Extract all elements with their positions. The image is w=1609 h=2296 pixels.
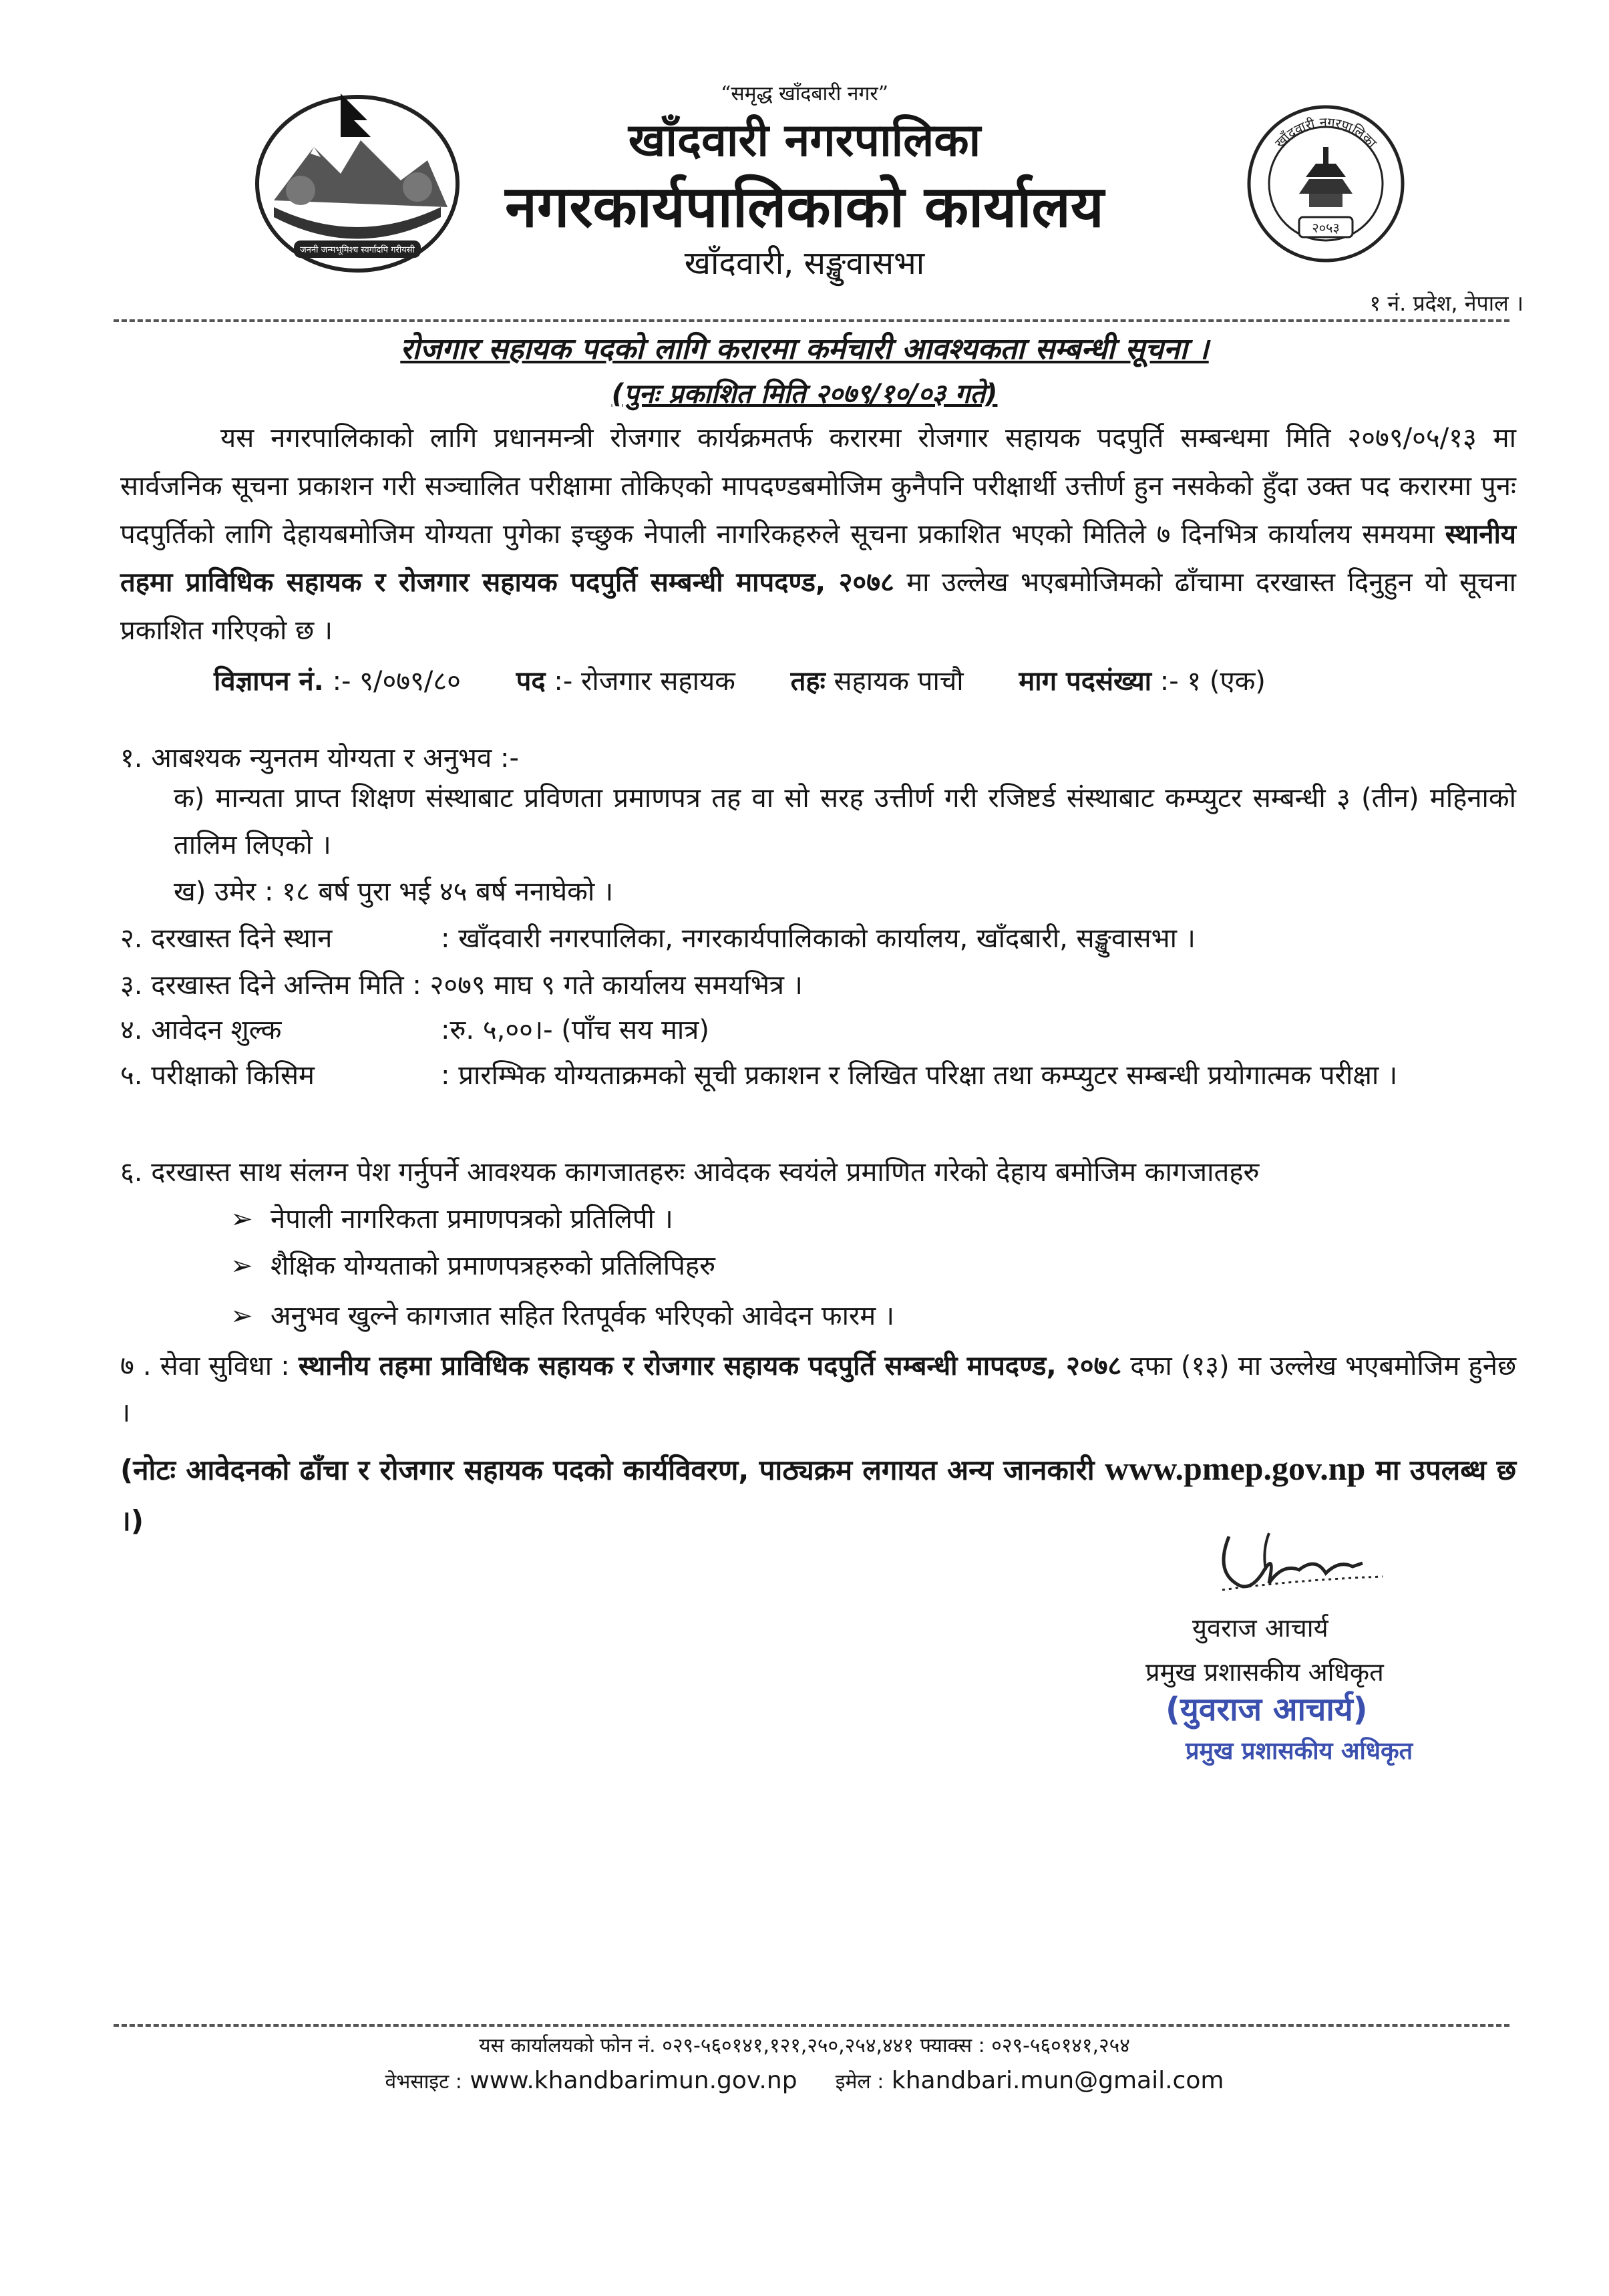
- notice-title: रोजगार सहायक पदको लागि करारमा कर्मचारी आवश्यकता सम्बन्धी सूचना ।: [400, 332, 1209, 366]
- note-paragraph: (नोटः आवेदनको ढाँचा र रोजगार सहायक पदको कार्यविवरण, पाठ्यक्रम लगायत अन्य जानकारी www.pmep.gov.np मा उपलब्ध छ ।): [120, 1450, 1517, 1537]
- document-bullet: ➢ नेपाली नागरिकता प्रमाणपत्रको प्रतिलिपी ।: [230, 1204, 673, 1235]
- signatory-designation: प्रमुख प्रशासकीय अधिकृत: [1145, 1657, 1384, 1687]
- intro-paragraph: यस नगरपालिकाको लागि प्रधानमन्त्री रोजगार कार्यक्रमतर्फ करारमा रोजगार सहायक पदपुर्ति सम्बन्धमा मिति २०७९/०५/१३ मा सार्वजनिक सूचना प्रकाशन गरी सञ्चालित परीक्षामा तोकिएको मापदण्डबमोजिम कुनैपनि परीक्षार्थी उत्तीर्ण हुन नसकेको हुँदा उक्त पद करारमा पुनः पदपुर्तिको लागि देहायबमोजिम योग्यता पुगेका इच्छुक नेपाली नागरिकहरुले सूचना प्रकाशित भएको मितिले ७ दिनभित्र कार्यालय समयमा स्थानीय तहमा प्राविधिक सहायक र रोजगार सहायक पदपुर्ति सम्बन्धी मापदण्ड, २०७८ मा उल्लेख भएबमोजिमको ढाँचामा दरखास्त दिनुहुन यो सूचना प्रकाशित गरिएको छ ।: [120, 423, 1517, 646]
- signature-mark: [1189, 1510, 1403, 1610]
- republished-date: (पुनः प्रकाशित मिति २०७९/१०/०३ गते): [611, 379, 998, 409]
- document-bullet: ➢ शैक्षिक योग्यताको प्रमाणपत्रहरुको प्रतिलिपिहरु: [230, 1251, 715, 1281]
- section-7-benefits: ७ . सेवा सुविधा : स्थानीय तहमा प्राविधिक सहायक र रोजगार सहायक पदपुर्ति सम्बन्धी मापदण्ड, २०७८ दफा (१३) मा उल्लेख भएबमोजिम हुनेछ ।: [120, 1351, 1517, 1428]
- footer-email-link[interactable]: khandbari.mun@gmail.com: [891, 2067, 1224, 2094]
- advert-info-row: विज्ञापन नं. :- ९/०७९/८० पद :- रोजगार सहायक तहः सहायक पाचौ माग पदसंख्या :- १ (एक): [214, 666, 1266, 697]
- section-4-fee: ४. आवेदन शुल्क :रु. ५,००।- (पाँच सय मात्र): [120, 1015, 709, 1045]
- arrow-bullet-icon: ➢: [230, 1251, 253, 1281]
- stamp-designation: प्रमुख प्रशासकीय अधिकृत: [1186, 1738, 1413, 1765]
- intro-bold-criteria: स्थानीय तहमा प्राविधिक सहायक र रोजगार सहायक पदपुर्ति सम्बन्धी मापदण्ड, २०७८: [120, 519, 1517, 598]
- header-divider: [114, 319, 1509, 322]
- municipality-name: खाँदवारी नगरपालिका: [628, 114, 981, 167]
- office-address: खाँदवारी, सङ्खुवासभा: [684, 244, 925, 282]
- section-2-place: २. दरखास्त दिने स्थान : खाँदवारी नगरपालिका, नगरकार्यपालिकाको कार्यालय, खाँदबारी, सङ्खुवासभा ।: [120, 923, 1196, 954]
- logo-year-text: २०५३: [1312, 220, 1340, 236]
- logo-ring-text: खाँदवारी नगरपालिका: [1271, 114, 1381, 151]
- arrow-bullet-icon: ➢: [230, 1204, 253, 1235]
- section-1a-qualification: क) मान्यता प्राप्त शिक्षण संस्थाबाट प्रविणता प्रमाणपत्र तह वा सो सरह उत्तीर्ण गरी रजिष्टर्ड संस्थाबाट कम्प्युटर सम्बन्धी ३ (तीन) महिनाको तालिम लिएको ।: [174, 783, 1516, 860]
- document-bullet: ➢ अनुभव खुल्ने कागजात सहित रितपूर्वक भरिएको आवेदन फारम ।: [230, 1301, 895, 1331]
- arrow-bullet-icon: ➢: [230, 1301, 253, 1331]
- section-5-exam-type: ५. परीक्षाको किसिम : प्रारम्भिक योग्यताक्रमको सूची प्रकाशन र लिखित परिक्षा तथा कम्प्युटर सम्बन्धी प्रयोगात्मक परीक्षा ।: [120, 1060, 1398, 1091]
- motto-text: “समृद्ध खाँदबारी नगर”: [721, 82, 888, 106]
- stamp-name: (युवराज आचार्य): [1166, 1691, 1368, 1728]
- emblem-motto-text: जननी जन्मभूमिश्च स्वर्गादपि गरीयसी: [300, 245, 415, 255]
- pmep-website-link[interactable]: www.pmep.gov.np: [1104, 1450, 1366, 1487]
- footer-contacts: वेभसाइट : www.khandbarimun.gov.np इमेल : khandbari.mun@gmail.com: [385, 2067, 1224, 2094]
- footer-phone: यस कार्यालयको फोन नं. ०२९-५६०१४१,१२१,२५०,२५४,४४१ फ्याक्स : ०२९-५६०१४१,२५४: [479, 2034, 1130, 2058]
- footer-website-link[interactable]: www.khandbarimun.gov.np: [470, 2067, 797, 2094]
- section-3-deadline: ३. दरखास्त दिने अन्तिम मिति : २०७९ माघ ९ गते कार्यालय समयभित्र ।: [120, 970, 803, 1001]
- section-1-heading: १. आबश्यक न्युनतम योग्यता र अनुभव :-: [120, 743, 519, 774]
- signatory-name: युवराज आचार्य: [1192, 1613, 1328, 1643]
- section-6-documents: ६. दरखास्त साथ संलग्न पेश गर्नुपर्ने आवश्यक कागजातहरुः आवेदक स्वयंले प्रमाणित गरेको देहाय बमोजिम कागजातहरु: [120, 1157, 1260, 1188]
- office-name: नगरकार्यपालिकाको कार्यालय: [505, 174, 1104, 240]
- section-1b-age: ख) उमेर : १८ बर्ष पुरा भई ४५ बर्ष ननाघेको ।: [174, 876, 614, 907]
- province-text: १ नं. प्रदेश, नेपाल ।: [1369, 291, 1524, 316]
- footer-divider: [114, 2024, 1509, 2027]
